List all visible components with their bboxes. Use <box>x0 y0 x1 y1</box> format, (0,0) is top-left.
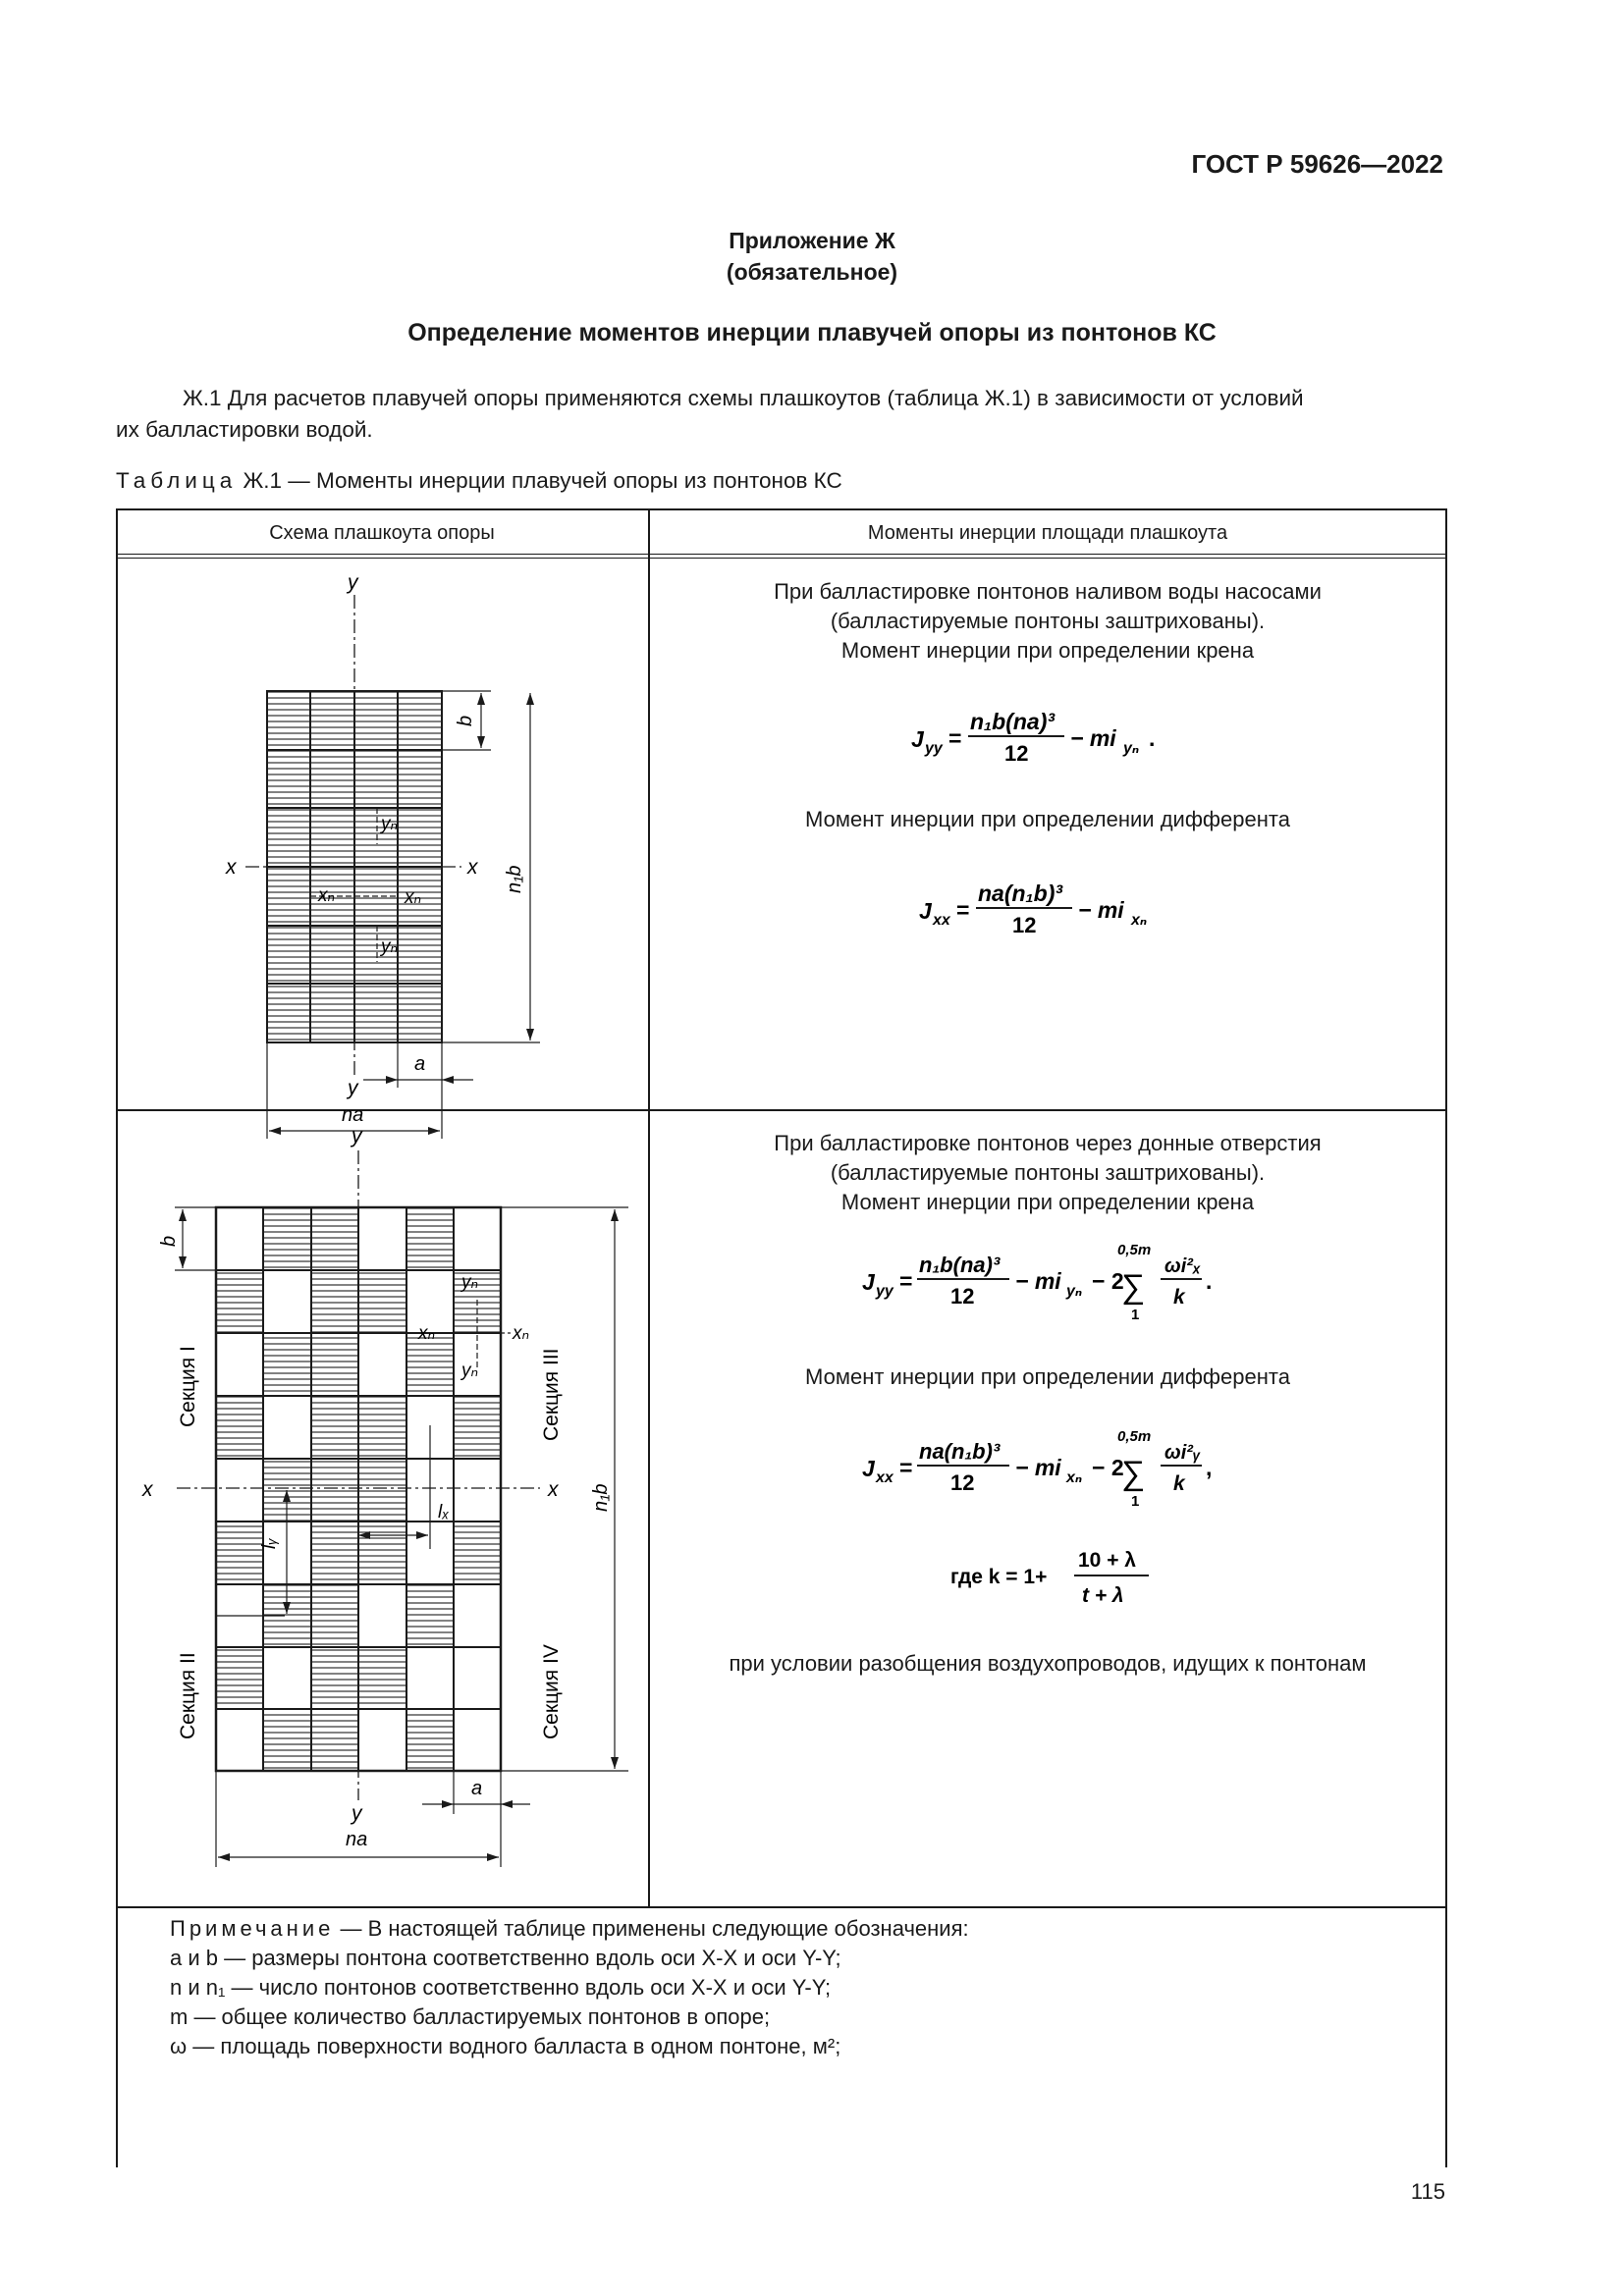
d1-xn-1: xₙ <box>318 885 336 906</box>
formula-jxx-1 <box>909 862 1322 940</box>
d2-xn-1: xₙ <box>418 1323 436 1344</box>
svg-text:∑: ∑ <box>1121 1268 1146 1306</box>
diagram-pumped-ballast <box>118 560 648 1126</box>
svg-text:1: 1 <box>1131 1493 1140 1510</box>
row1-line2: (балластируемые понтоны заштрихованы). <box>830 609 1266 633</box>
svg-text:k: k <box>1173 1472 1185 1495</box>
header-divider-double <box>116 558 1447 559</box>
note-divider <box>116 1906 1447 1908</box>
row1-line4: Момент инерции при определении дифферента <box>805 807 1290 831</box>
svg-text:=: = <box>948 725 962 751</box>
svg-text:ωi²ₓ: ωi²ₓ <box>1164 1255 1201 1277</box>
svg-text:n₁b(na)³: n₁b(na)³ <box>919 1253 1001 1277</box>
f1-num: n₁b(na)³ <box>970 709 1056 734</box>
formula-jyy-2 <box>852 1233 1304 1331</box>
row2-line2: (балластируемые понтоны заштрихованы). <box>830 1160 1266 1185</box>
d1-y-bottom: y <box>348 1077 358 1099</box>
svg-text:12: 12 <box>950 1470 975 1495</box>
section-heading: Определение моментов инерции плавучей опоры из понтонов КС <box>407 319 1217 347</box>
svg-text:=: = <box>956 897 970 923</box>
svg-text:xx: xx <box>876 1469 893 1486</box>
d2-sec3: Секция III <box>540 1348 563 1441</box>
note-item: a и b — размеры понтона соответственно вдоль оси X-X и оси Y-Y; <box>170 1946 841 1970</box>
row2-description <box>650 1129 1445 1217</box>
d2-x-right: x <box>548 1478 559 1501</box>
svg-text:xx: xx <box>933 912 950 929</box>
row2-line5: при условии разобщения воздухопроводов, идущих к понтонам <box>729 1651 1367 1676</box>
row1-line1: При балластировке понтонов наливом воды насосами <box>774 579 1322 604</box>
row2-line1: При балластировке понтонов через донные отверстия <box>774 1131 1322 1155</box>
svg-text:0,5m: 0,5m <box>1117 1242 1152 1258</box>
note-intro-line <box>170 1914 969 1944</box>
svg-text:ωi²ᵧ: ωi²ᵧ <box>1164 1442 1201 1464</box>
paragraph-line-2: их балластировки водой. <box>116 417 373 442</box>
svg-text:yₙ: yₙ <box>1066 1283 1083 1300</box>
table-note <box>170 1914 969 2061</box>
svg-text:J: J <box>862 1269 875 1295</box>
svg-text:.: . <box>1206 1268 1213 1294</box>
d1-yn-2: yₙ <box>381 936 399 957</box>
table-caption-text: Ж.1 — Моменты инерции плавучей опоры из понтонов КС <box>237 468 842 493</box>
svg-text:t + λ: t + λ <box>1082 1584 1124 1607</box>
svg-text:xₙ: xₙ <box>1131 912 1148 929</box>
svg-text:12: 12 <box>1012 913 1037 937</box>
d1-yn-1: yₙ <box>381 814 399 834</box>
col-header-moments: Моменты инерции площади плашкоута <box>867 522 1228 544</box>
d2-xn-2: xₙ <box>513 1323 530 1344</box>
d1-x-left: x <box>226 856 237 879</box>
formula-k <box>941 1539 1196 1618</box>
f1-den: 12 <box>1004 741 1029 766</box>
diagram-bottom-hole-ballast <box>118 1111 648 1904</box>
paragraph-line-1: Ж.1 Для расчетов плавучей опоры применяются схемы плашкоутов (таблица Ж.1) в зависимости от условий <box>183 386 1304 410</box>
note-item: ω — площадь поверхности водного балласта в одном понтоне, м²; <box>170 2034 841 2058</box>
svg-text:J: J <box>919 898 932 924</box>
f1-tail-sub: yₙ <box>1123 740 1140 757</box>
d2-x-left: x <box>142 1478 153 1501</box>
d2-lx: lₓ <box>438 1502 450 1522</box>
header-divider <box>116 554 1447 555</box>
d1-a: a <box>414 1053 426 1075</box>
d2-na: na <box>346 1829 368 1850</box>
standard-designation: ГОСТ Р 59626—2022 <box>1191 149 1443 179</box>
row2-line3: Момент инерции при определении крена <box>840 1190 1255 1214</box>
svg-text:na(n₁b)³: na(n₁b)³ <box>978 881 1063 906</box>
d2-b: b <box>158 1235 180 1247</box>
d2-y-top: y <box>352 1125 362 1148</box>
svg-text:J: J <box>862 1456 875 1481</box>
svg-text:− mi: − mi <box>1015 1455 1061 1480</box>
d2-a: a <box>471 1778 483 1799</box>
row1-description <box>650 577 1445 666</box>
d2-sec1: Секция I <box>177 1346 199 1427</box>
page-number: 115 <box>1410 2179 1445 2204</box>
svg-text:=: = <box>899 1455 913 1480</box>
d2-sec4: Секция IV <box>540 1644 563 1739</box>
intro-paragraph <box>116 383 1446 446</box>
note-item: n и n₁ — число понтонов соответственно вдоль оси X-X и оси Y-Y; <box>170 1975 832 2000</box>
svg-text:− mi: − mi <box>1078 897 1124 923</box>
d2-sec2: Секция II <box>177 1652 199 1739</box>
row2-line4: Момент инерции при определении дифферента <box>805 1364 1290 1389</box>
svg-text:− 2: − 2 <box>1092 1268 1124 1294</box>
note-label: Примечание <box>170 1916 335 1941</box>
annex-title: Приложение Ж <box>729 228 895 253</box>
f1-end: . <box>1149 725 1156 751</box>
d1-n1b: n₁b <box>504 865 525 893</box>
note-intro: — В настоящей таблице применены следующие обозначения: <box>334 1916 969 1941</box>
svg-text:xₙ: xₙ <box>1066 1469 1083 1486</box>
svg-text:12: 12 <box>950 1284 975 1308</box>
f1-lhs-sub: yy <box>925 740 943 757</box>
svg-text:− 2: − 2 <box>1092 1455 1124 1480</box>
d1-y-top: y <box>348 571 358 594</box>
f1-lhs: J <box>911 726 924 752</box>
d2-yn-1: yₙ <box>461 1272 479 1293</box>
table-caption-label: Таблица <box>116 468 238 493</box>
svg-text:∑: ∑ <box>1121 1455 1146 1492</box>
d2-n1b: n₁b <box>590 1483 612 1512</box>
d2-yn-2: yₙ <box>461 1361 479 1381</box>
table-border-right <box>1445 508 1447 2167</box>
svg-text:где k = 1+: где k = 1+ <box>950 1566 1048 1588</box>
col-header-scheme: Схема плашкоута опоры <box>269 522 495 544</box>
svg-text:k: k <box>1173 1286 1185 1308</box>
svg-text:na(n₁b)³: na(n₁b)³ <box>919 1439 1001 1464</box>
svg-text:,: , <box>1206 1455 1213 1480</box>
d1-x-right: x <box>467 856 478 879</box>
d1-xn-2: xₙ <box>405 887 422 908</box>
formula-jyy-1 <box>901 690 1314 769</box>
svg-text:0,5m: 0,5m <box>1117 1428 1152 1445</box>
svg-text:yy: yy <box>876 1283 893 1300</box>
d2-y-bottom: y <box>352 1802 362 1825</box>
table-caption <box>116 468 842 494</box>
table-border-top <box>116 508 1447 510</box>
svg-text:=: = <box>899 1268 913 1294</box>
d1-b: b <box>455 715 476 726</box>
annex-status: (обязательное) <box>726 259 898 285</box>
note-item: m — общее количество балластируемых понтонов в опоре; <box>170 2004 771 2029</box>
row1-line3: Момент инерции при определении крена <box>840 638 1255 663</box>
svg-text:1: 1 <box>1131 1307 1140 1323</box>
d2-ly: lᵧ <box>259 1537 280 1549</box>
d1-na: na <box>342 1104 364 1126</box>
f1-tail: − mi <box>1070 725 1116 751</box>
formula-jxx-2 <box>852 1419 1304 1518</box>
svg-text:− mi: − mi <box>1015 1268 1061 1294</box>
svg-text:10 + λ: 10 + λ <box>1078 1549 1136 1572</box>
